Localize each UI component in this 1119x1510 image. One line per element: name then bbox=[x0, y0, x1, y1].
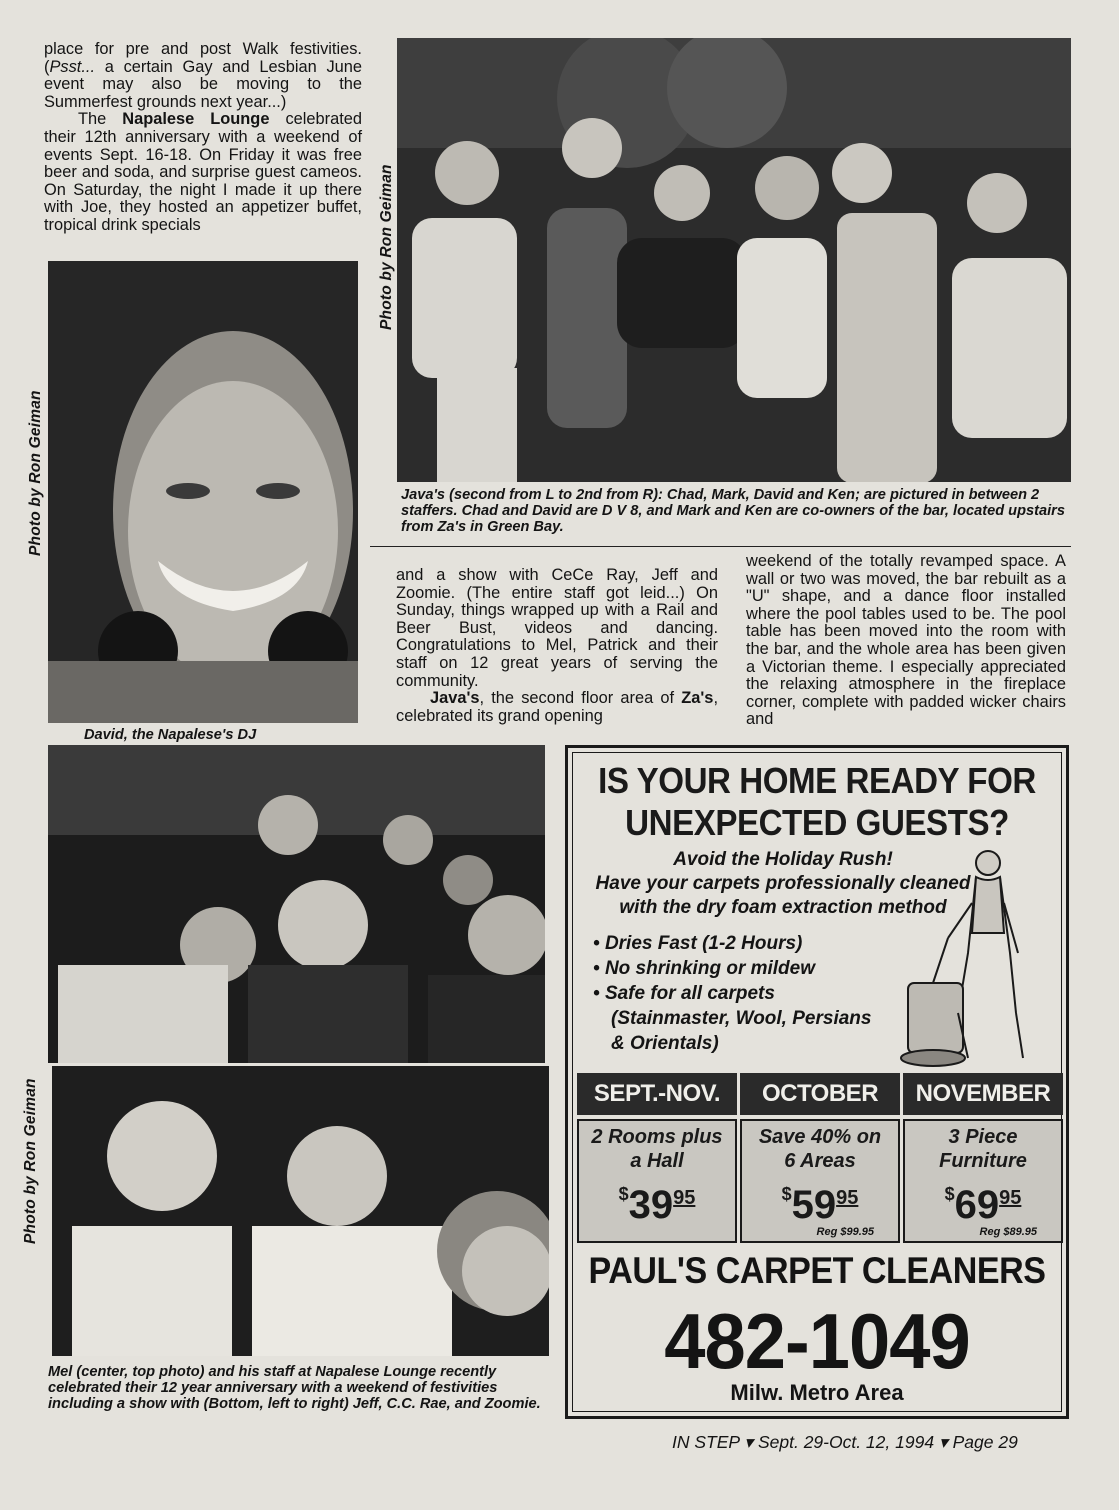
issue-dates: Sept. 29-Oct. 12, 1994 bbox=[757, 1432, 935, 1452]
ad-bullet: • No shrinking or mildew bbox=[593, 958, 816, 979]
david-caption: David, the Napalese's DJ bbox=[84, 727, 257, 743]
ad-bullets bbox=[593, 931, 871, 1056]
separator: ▾ bbox=[744, 1432, 754, 1452]
photo-credit-mel: Photo by Ron Geiman bbox=[22, 1078, 39, 1244]
offer-month: NOVEMBER bbox=[903, 1073, 1063, 1115]
ad-service-area: Milw. Metro Area bbox=[730, 1380, 904, 1405]
offer-body bbox=[577, 1119, 737, 1243]
carpet-cleaner-ad bbox=[565, 745, 1069, 1419]
offer-month: SEPT.-NOV. bbox=[577, 1073, 737, 1115]
ad-headline-1: IS YOUR HOME READY FOR bbox=[598, 760, 1036, 801]
offer-body bbox=[740, 1119, 900, 1243]
offer-month: OCTOBER bbox=[740, 1073, 900, 1115]
page-number: Page 29 bbox=[952, 1432, 1018, 1452]
ad-bullet-detail: & Orientals) bbox=[611, 1033, 719, 1054]
offer-october bbox=[740, 1073, 900, 1243]
article-col2 bbox=[396, 567, 718, 725]
mel-staff-photo bbox=[48, 745, 545, 1063]
ad-sub-line: with the dry foam extraction method bbox=[619, 897, 947, 918]
mel-caption: Mel (center, top photo) and his staff at Napalese Lounge recently celebrated their 12 year anniversary with a weekend of festivities including a show with (Bottom, left to right) Jeff, C.C. Rae, and Zoomie. bbox=[48, 1364, 541, 1412]
ad-headline-2: UNEXPECTED GUESTS? bbox=[625, 802, 1009, 843]
ad-sub-line: Avoid the Holiday Rush! bbox=[673, 849, 893, 870]
offer-sept-nov bbox=[577, 1073, 737, 1243]
ad-sub-line: Have your carpets professionally cleaned bbox=[595, 873, 971, 894]
paragraph: place for pre and post Walk festivities. (Psst... a certain Gay and Lesbian June event may also be moving to the Summerfest grounds next year...) bbox=[44, 40, 362, 111]
paragraph: and a show with CeCe Ray, Jeff and Zoomie. (The entire staff got leid...) On Sunday, things wrapped up with a Rail and Beer Bust, videos and dancing. Congratulations to Mel, Patrick and their staff on 12 great years of serving the community. bbox=[396, 566, 718, 690]
article-col1-top bbox=[44, 41, 362, 235]
photo-credit-java: Photo by Ron Geiman bbox=[378, 164, 395, 330]
david-photo bbox=[48, 261, 358, 723]
offer-price: $^{\$}39^{95}$ bbox=[618, 1183, 696, 1227]
java-photo bbox=[397, 38, 1071, 482]
offer-regular-price: Reg $89.95 bbox=[979, 1226, 1037, 1238]
offer-desc: 3 Piece Furniture bbox=[939, 1126, 1027, 1172]
offer-november bbox=[903, 1073, 1063, 1243]
ad-phone-number: 482-1049 bbox=[664, 1297, 970, 1385]
offer-body bbox=[903, 1119, 1063, 1243]
carpet-cleaner-man-icon bbox=[898, 843, 1048, 1073]
publication-name: IN STEP bbox=[672, 1432, 740, 1452]
ad-bullet-detail: (Stainmaster, Wool, Persians bbox=[611, 1008, 872, 1029]
paragraph: The Napalese Lounge celebrated their 12th anniversary with a weekend of events Sept. 16-18. On Friday it was free beer and soda, and surprise guest cameos. On Saturday, the night I made it up there with Joe, they hosted an appetizer buffet, tropical drink specials bbox=[44, 110, 362, 234]
ad-bullet: • Dries Fast (1-2 Hours) bbox=[593, 933, 803, 954]
separator: ▾ bbox=[938, 1432, 948, 1452]
offer-regular-price: Reg $99.95 bbox=[816, 1226, 874, 1238]
offer-price: $^{\$}69^{95}$ bbox=[944, 1183, 1022, 1227]
ad-bullet: • Safe for all carpets bbox=[593, 983, 775, 1004]
java-caption: Java's (second from L to 2nd from R): Chad, Mark, David and Ken; are pictured in between 2 staffers. Chad and David are D V 8, and Mark and Ken are co-owners of the bar, located upstairs from Za's in Green Bay. bbox=[401, 487, 1065, 535]
photo-credit-david: Photo by Ron Geiman bbox=[27, 390, 44, 556]
offer-desc: Save 40% on 6 Areas bbox=[758, 1126, 882, 1172]
paragraph: Java's, the second floor area of Za's, celebrated its grand opening bbox=[396, 689, 718, 725]
page-footer bbox=[672, 1432, 1018, 1453]
paragraph: weekend of the totally revamped space. A wall or two was moved, the bar rebuilt as a "U" shape, and a dance floor installed where the pool tables used to be. The pool table has been moved into the room with the bar, and the whole area has been given a Victorian theme. I especially appreciated the relaxing atmosphere in the fireplace corner, complete with padded wicker chairs and bbox=[746, 552, 1066, 729]
article-col3 bbox=[746, 553, 1066, 729]
offer-desc: 2 Rooms plus a Hall bbox=[591, 1126, 723, 1172]
jeff-ccrae-zoomie-photo bbox=[52, 1066, 549, 1356]
ad-company-name: PAUL'S CARPET CLEANERS bbox=[588, 1250, 1046, 1291]
offer-price: $^{\$}59^{95}$ bbox=[781, 1183, 859, 1227]
divider bbox=[370, 546, 1071, 547]
